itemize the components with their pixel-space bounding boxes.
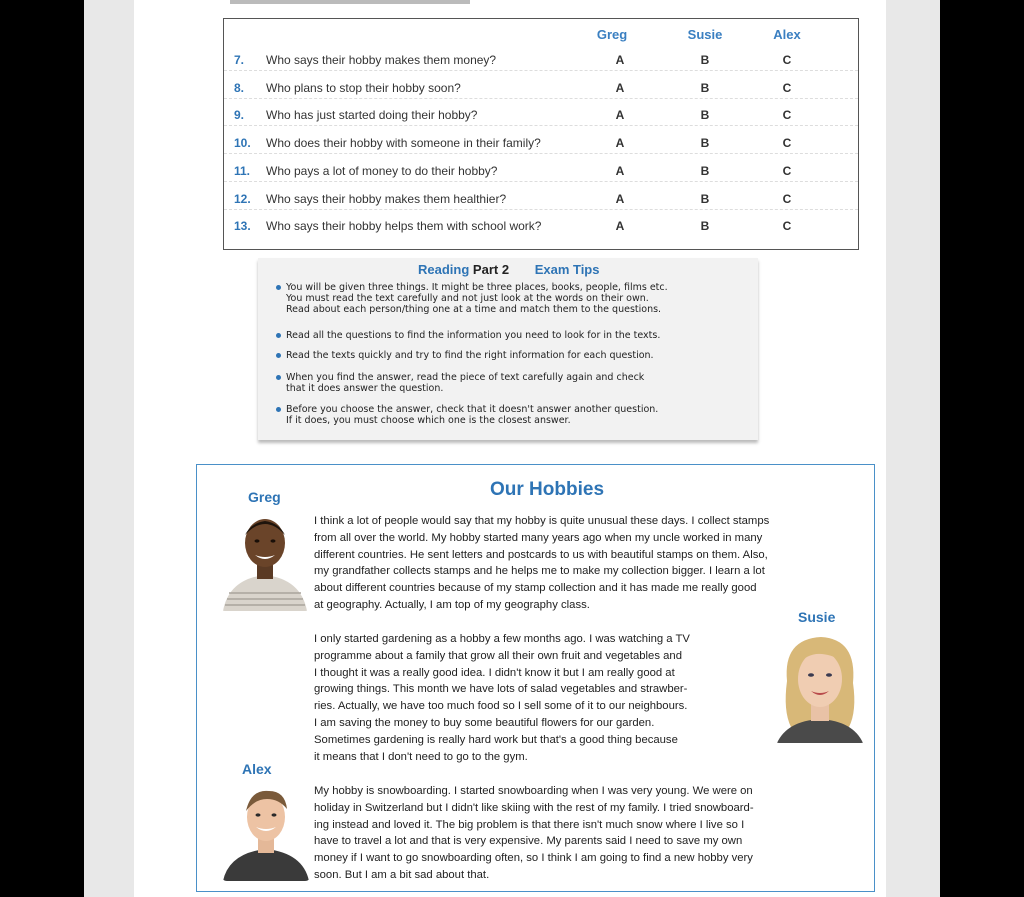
paragraph-line: it means that I don't need to go to the gym.: [314, 750, 528, 763]
answer-option-c[interactable]: C: [782, 136, 792, 151]
tip-line: that it does answer the question.: [286, 383, 444, 394]
answer-option-a[interactable]: A: [615, 219, 625, 234]
question-number: 12.: [234, 191, 251, 206]
paragraph-line: My hobby is snowboarding. I started snowboarding when I was very young. We were on: [314, 785, 753, 797]
left-black-border: [0, 0, 84, 897]
answer-option-b[interactable]: B: [700, 191, 710, 206]
question-text: Who says their hobby makes them money?: [266, 53, 497, 67]
answer-option-c[interactable]: C: [782, 108, 792, 123]
tip-item: [286, 372, 746, 394]
paragraph-line: about different countries because of my stamp collection and it has made me really good: [314, 582, 757, 595]
tip-item: [286, 330, 746, 341]
tips-title-reading: Reading: [418, 262, 470, 277]
left-page-margin: [84, 0, 134, 897]
answer-option-c[interactable]: C: [782, 163, 792, 178]
answer-option-a[interactable]: A: [615, 163, 625, 178]
question-row: [224, 164, 858, 184]
column-header-susie: Susie: [687, 27, 723, 42]
alex-portrait-icon: [221, 783, 311, 881]
susie-paragraph: [314, 631, 690, 765]
question-number: 10.: [234, 136, 251, 151]
row-divider: [224, 181, 858, 182]
paragraph-line: at geography. Actually, I am top of my geography class.: [314, 598, 590, 611]
column-header-alex: Alex: [773, 27, 801, 42]
answer-option-b[interactable]: B: [700, 219, 710, 234]
susie-photo: [773, 631, 867, 743]
question-number: 7.: [234, 53, 245, 67]
answer-option-c[interactable]: C: [782, 191, 792, 206]
cut-off-heading: [230, 0, 470, 4]
answer-option-b[interactable]: B: [700, 163, 710, 178]
question-text: Who does their hobby with someone in their family?: [266, 136, 541, 151]
answer-option-b[interactable]: B: [700, 80, 710, 95]
tip-item: [286, 350, 746, 361]
hobbies-title: Our Hobbies: [490, 479, 605, 500]
tip-line: You will be given three things. It might be three places, books, people, films etc.: [286, 282, 668, 293]
row-divider: [224, 125, 858, 126]
our-hobbies-box: [196, 464, 875, 892]
answer-option-a[interactable]: A: [615, 80, 625, 95]
question-text: Who says their hobby helps them with school work?: [266, 219, 542, 234]
row-divider: [224, 70, 858, 71]
tip-line: If it does, you must choose which one is the closest answer.: [286, 415, 571, 426]
paragraph-line: growing things. This month we have lots of salad vegetables and strawber-: [314, 683, 688, 696]
right-black-border: [940, 0, 1024, 897]
tip-line: Read the texts quickly and try to find the right information for each question.: [286, 350, 654, 361]
right-page-margin: [886, 0, 940, 897]
exam-tips-title: [418, 262, 599, 277]
question-row: [224, 192, 858, 212]
tip-line: Read about each person/thing one at a time and match them to the questions.: [286, 304, 662, 315]
answer-option-a[interactable]: A: [615, 136, 625, 151]
answer-option-c[interactable]: C: [782, 219, 792, 234]
paragraph-line: money if I want to go snowboarding often, so I think I am going to find a new hobby very: [314, 852, 753, 865]
paragraph-line: from all over the world. My hobby started many years ago when my uncle worked in many: [314, 531, 763, 544]
paragraph-line: ries. Actually, we have too much food so I sell some of it to our neighbours.: [314, 700, 688, 713]
susie-name: Susie: [798, 609, 836, 625]
answer-option-b[interactable]: B: [700, 136, 710, 151]
paragraph-line: ing instead and loved it. The big problem is that there isn't much snow where I live so I: [314, 818, 745, 831]
paragraph-line: holiday in Switzerland but I didn't like skiing with the rest of my family. I tried snowboard-: [314, 801, 754, 814]
tip-line: You must read the text carefully and not just look at the words on their own.: [286, 293, 649, 304]
question-text: Who pays a lot of money to do their hobby?: [266, 163, 498, 178]
tip-item: [286, 404, 746, 426]
question-text: Who plans to stop their hobby soon?: [266, 80, 461, 95]
question-row: [224, 136, 858, 156]
greg-paragraph: [314, 513, 769, 614]
tip-item: [286, 282, 746, 315]
question-text: Who has just started doing their hobby?: [266, 108, 478, 123]
question-row: [224, 53, 858, 73]
question-number: 11.: [234, 163, 251, 178]
answer-option-c[interactable]: C: [782, 53, 792, 67]
tip-line: When you find the answer, read the piece of text carefully again and check: [286, 372, 645, 383]
paragraph-line: have to travel a lot and that is very expensive. My parents said I need to save my own: [314, 835, 743, 848]
question-number: 9.: [234, 108, 245, 123]
question-row: [224, 108, 858, 128]
paragraph-line: programme about a family that grow all their own fruit and vegetables and: [314, 649, 682, 662]
exam-tips-box: [258, 258, 758, 440]
alex-name: Alex: [242, 761, 272, 777]
alex-paragraph: [314, 783, 754, 884]
question-table: [223, 18, 859, 250]
question-row: [224, 219, 858, 239]
tip-line: Before you choose the answer, check that it doesn't answer another question.: [286, 404, 659, 415]
paragraph-line: different countries. He sent letters and postcards to us with beautiful stamps on them. Also,: [314, 548, 768, 561]
paragraph-line: my grandfather collects stamps and he helps me to make my collection bigger. I learn a lot: [314, 565, 765, 578]
answer-option-c[interactable]: C: [782, 80, 792, 95]
answer-option-a[interactable]: A: [615, 53, 625, 67]
answer-option-b[interactable]: B: [700, 53, 710, 67]
answer-option-b[interactable]: B: [700, 108, 710, 123]
row-divider: [224, 153, 858, 154]
question-text: Who says their hobby makes them healthier?: [266, 191, 507, 206]
tip-line: Read all the questions to find the information you need to look for in the texts.: [286, 330, 661, 341]
question-number: 8.: [234, 80, 245, 95]
row-divider: [224, 209, 858, 210]
question-row: [224, 81, 858, 101]
paragraph-line: I thought it was a really good idea. I didn't know it but I am really good at: [314, 666, 675, 679]
paragraph-line: Sometimes gardening is really hard work but that's a good thing because: [314, 733, 678, 746]
susie-portrait-icon: [773, 631, 867, 743]
greg-photo: [219, 511, 311, 611]
question-number: 13.: [234, 219, 251, 234]
row-divider: [224, 98, 858, 99]
tips-title-exam: Exam Tips: [534, 262, 600, 277]
answer-option-a[interactable]: A: [615, 108, 625, 123]
alex-photo: [221, 783, 311, 881]
answer-option-a[interactable]: A: [615, 191, 625, 206]
paragraph-line: I think a lot of people would say that my hobby is quite unusual these days. I collect stamps: [314, 515, 770, 527]
paragraph-line: I only started gardening as a hobby a few months ago. I was watching a TV: [314, 633, 690, 645]
column-header-greg: Greg: [596, 27, 628, 42]
paragraph-line: I am saving the money to buy some beautiful flowers for our garden.: [314, 716, 655, 729]
greg-name: Greg: [248, 489, 281, 505]
tips-title-part: Part 2: [472, 262, 510, 277]
greg-portrait-icon: [219, 511, 311, 611]
paragraph-line: soon. But I am a bit sad about that.: [314, 868, 490, 881]
